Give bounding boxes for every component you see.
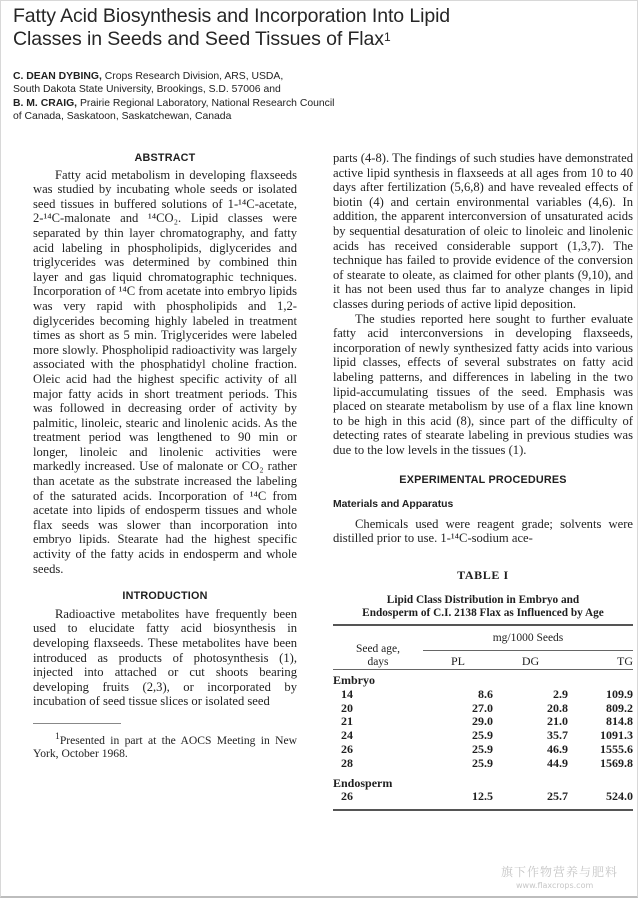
introduction-paragraph-2: The studies reported here sought to further evaluate fatty acid interconversions in developing flaxseeds, incorporation of newly synthesized fatty acids into various lipid classes, effects of several substrates on fatty acid labeling patterns, and differences in labeling in the two lipid-accumulating tissues of the seed. Emphasis was placed on stearate metabolism by use of a flax line known to be high in this acid (8), since part of the difficulty of detecting rates of stearate labeling in previous studies was due to the low levels in the tissues (1).	[333, 311, 633, 457]
materials-text: Chemicals used were reagent grade; solvents were distilled prior to use. 1-¹⁴C-sodium ace-	[333, 516, 633, 546]
author-1-line-2: South Dakota State University, Brookings, S.D. 57006 and	[13, 84, 281, 96]
author-1-name: C. DEAN DYBING,	[13, 71, 102, 82]
title-line-2: Classes in Seeds and Seed Tissues of Flax$^1$	[13, 28, 391, 50]
author-2-line-1: B. M. CRAIG, Prairie Regional Laboratory, National Research Council	[13, 97, 335, 109]
column-header-dg: DG	[521, 654, 540, 669]
table-row: 28 25.9 44.9 1569.8	[341, 755, 633, 770]
left-column	[33, 151, 297, 761]
paper-title	[13, 5, 613, 51]
footnote-divider	[33, 723, 121, 724]
seed-age-header: Seed age, days	[355, 643, 401, 669]
introduction-paragraph-1: Radioactive metabolites have frequently been used to elucidate fatty acid biosynthesis in developing flaxseeds. These metabolites have been introduced as products of photosynthesis (1), injected into attached or cut shoots bearing developing fruits (2,3), or incorporated by incubation of seed tissue slices or isolated seed	[33, 606, 297, 709]
table-header-row-1	[333, 632, 633, 650]
materials-subheading: Materials and Apparatus	[333, 499, 454, 511]
watermark-text: 旗下作物营养与肥料	[501, 865, 619, 879]
author-2-line-2: of Canada, Saskatoon, Saskatchewan, Canada	[13, 110, 232, 122]
experimental-heading: EXPERIMENTAL PROCEDURES	[399, 474, 567, 487]
footnote: $^1$Presented in part at the AOCS Meeting in New York, October 1968.	[33, 730, 297, 761]
watermark-url: www.flaxcrops.com	[516, 881, 594, 890]
footnote-marker: 1	[55, 730, 60, 742]
introduction-heading: INTRODUCTION	[122, 590, 208, 603]
author-block	[13, 70, 433, 123]
table-row: 24 25.9 35.7 1091.3	[341, 728, 633, 743]
table-caption: Lipid Class Distribution in Embryo and Endosperm of C.I. 2138 Flax as Influenced by Age	[362, 594, 604, 620]
abstract-heading: ABSTRACT	[134, 152, 196, 164]
table-label: TABLE I	[457, 567, 509, 582]
table-row: 26 12.5 25.7 524.0	[341, 789, 633, 804]
author-2-name: B. M. CRAIG,	[13, 97, 78, 109]
column-header-tg: TG	[617, 654, 633, 669]
title-footnote-marker: 1	[383, 30, 391, 44]
table-row: 14 8.6 2.9 109.9	[341, 686, 633, 701]
abstract-text: Fatty acid metabolism in developing flaxseeds was studied by incubating whole seeds or isolated seed tissues in buffered solutions of 1-¹⁴C-acetate, 2-¹⁴C-malonate and ¹⁴CO₂. Lipid classes were separated by thin layer chromatography, and fatty acid labeling in phospholipids, diglycerides and triglycerides was determined by combined thin layer and gas liquid chromatographic techniques. Incorporation of ¹⁴C from acetate into embryo lipids was very rapid with phospholipids and 1,2-diglycerides becoming highly labeled in treatment times as short as 5 min. Triglycerides were labeled more slowly. Phospholipid radioactivity was largely associated with the phosphatidyl choline fraction. Oleic acid had the highest specific activity of all major fatty acids in short treatment periods. This was followed in decreasing order of activity by palmitic, linoleic, stearic and linolenic acids. As the treatment period was lengthened to 90 min or longer, linoleic and linolenic activities were markedly increased. Use of malonate or CO₂ rather than acetate as the substrate increased the labeling of the saturated acids. Incorporation of ¹⁴C from acetate into lipids of endosperm tissues and whole flax seeds was slower than incorporation into embryo lipids. Stearate had the highest specific activity of the fatty acids in endosperm and whole seeds.	[33, 167, 297, 576]
introduction-paragraph-1-continued: parts (4-8). The findings of such studies have demonstrated active lipid synthesis in flaxseeds at all ages from 10 to 40 days after fertilization (5,6,8) and have revealed effects of biotin (4) and certain environmental variables (4,6). In addition, the apparent interconversion of unsaturated acids by sequential desaturation of oleic to linoleic and linolenic acids has received considerable support (1,3,7). The technique has failed to provide evidence of the conversion of stearate to oleate, as claimed for other plants (9,10), and it has not been used thus far to analyze changes in lipid classes during periods of active lipid deposition.	[333, 151, 633, 311]
author-1-line-1: C. DEAN DYBING, Crops Research Division, ARS, USDA,	[13, 71, 284, 82]
title-line-1: Fatty Acid Biosynthesis and Incorporation Into Lipid	[13, 5, 451, 27]
column-header-pl: PL	[450, 654, 465, 669]
table-bottom-rule	[333, 810, 633, 815]
right-column	[333, 151, 633, 815]
table-row: 26 25.9 46.9 1555.6	[341, 742, 633, 757]
unit-header: mg/1000 Seeds	[423, 632, 633, 650]
lipid-class-table	[333, 624, 633, 815]
group-row-embryo: Embryo	[333, 673, 375, 688]
table-row: 20 27.0 20.8 809.2	[341, 700, 633, 715]
table-row: 21 29.0 21.0 814.8	[341, 714, 633, 729]
group-row-endosperm: Endosperm	[333, 775, 393, 790]
